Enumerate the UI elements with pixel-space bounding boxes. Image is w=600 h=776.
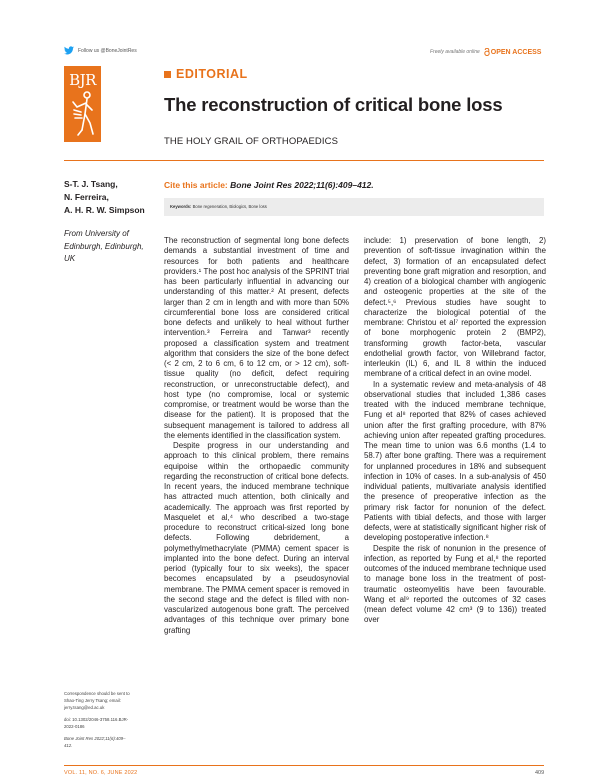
citation-label: Cite this article: [164,180,228,190]
open-access-notice [430,48,541,56]
doi-line[interactable]: doi: 10.1302/2046-3758.116.BJR- [64,717,129,722]
footer-volume: VOL. 11, NO. 6, JUNE 2022 [64,770,138,776]
affiliation-line: From University of [64,229,129,238]
footer-divider [64,765,544,766]
journal-reference [64,735,156,749]
correspondence-email[interactable]: jerry.tsang@ed.ac.uk [64,705,105,710]
journal-logo [64,66,101,142]
open-lock-icon [484,48,490,56]
keywords [170,204,267,209]
journal-reference-line: Bone Joint Res 2022;11(6):409– [64,736,126,741]
doi [64,716,156,730]
body-column-left [164,236,349,636]
journal-reference-line: 412. [64,743,73,748]
body-column-right [364,236,546,626]
header-divider [64,160,544,161]
keywords-label: Keywords: [170,204,192,209]
article-subtitle: THE HOLY GRAIL OF ORTHOPAEDICS [164,136,339,147]
body-paragraph: Despite progress in our understanding and approach to this clinical problem, there remains equipoise within the orthopaedic community regarding the reconstruction of critical bone defects. In recent years, the induced membrane technique has attracted much attention, both clinically and academically. The approach was first reported by Masquelet et al,⁴ who described a two-stage procedure to reconstruct critical-sized long bone defects. Following debridement, a polymethylmethacrylate (PMMA) cement spacer is implanted into the bone defect. During an interval period (typically four to six weeks), the spacer becomes encapsulated by a pseudosynovial membrane. The PMMA cement spacer is removed in the second stage and the defect is filled with non-vascularized autogenous bone graft. The perceived advantages of this technique over primary bone grafting [164,441,349,635]
twitter-text: Follow us @BoneJointRes [78,47,137,54]
twitter-follow[interactable] [64,46,137,55]
author-list [64,178,145,217]
twitter-bird-icon [64,46,74,55]
affiliation-line: Edinburgh, Edinburgh, [64,241,144,251]
section-square-icon [164,71,171,78]
affiliation [64,228,159,266]
author-name: N. Ferreira, [64,192,109,202]
keywords-box [164,198,544,216]
open-access-label: OPEN ACCESS [490,48,542,56]
correspondence [64,690,156,711]
doi-line[interactable]: 2022-0186 [64,724,85,729]
citation-text: Bone Joint Res 2022;11(6):409–412. [230,180,374,190]
author-name: S-T. J. Tsang, [64,179,118,189]
open-access-logo [484,48,542,56]
article-title: The reconstruction of critical bone loss [164,94,503,115]
body-paragraph: The reconstruction of segmental long bone defects demands a substantial investment of time and resources for both patients and healthcare providers.¹ The post hoc analysis of the SPRINT trial has been particularly influential in advancing our understanding of this matter.² At present, defects larger than 2 cm in length and with more than 50% circumferential bone loss are considered critical bone defects and unlikely to heal without further intervention.³ Ferreira and Tanwar³ recently proposed a classification system and treatment algorithm that considers the size of the bone defect (< 2 cm, 2 to 6 cm, 6 to 12 cm, or > 12 cm), soft-tissue quality (no deficit, defect requiring reconstruction, or unreconstructable defect), and host type (no compromise, local or systemic compromise, or treatment would be worse than the disease for the patient). It is proposed that the subsequent management is tailored to address all the elements identified in the classification system. [164,236,349,440]
journal-logo-text: BJR [69,71,96,89]
body-paragraph: include: 1) preservation of bone length, 2) prevention of soft-tissue invagination within the defect, 3) formation of an encapsulated defect preventing bone graft migration and resorption, and 4) creation of a biological chamber with angiogenic and osteogenic properties at the site of the defect.⁵,⁶ Previous studies have sought to characterize the biological potential of the membrane: Christou et al⁷ reported the expression of bone morphogenic protein 2 (BMP2), transforming growth factor-beta, vascular endothelial growth factor, von Willebrand factor, interleukin (IL) 6, and IL 8 within the induced membrane of a critical defect in an ovine model. [364,236,546,379]
skeleton-figure-icon [68,90,97,138]
author-name: A. H. R. W. Simpson [64,205,145,215]
page-number: 409 [535,770,545,776]
body-paragraph: In a systematic review and meta-analysis of 48 observational studies that included 1,386 cases treated with the induced membrane technique, Fung et al⁸ reported that 82% of cases achieved union after the first grafting procedure, with 87% achieving union after repeated grafting procedures. The mean time to union was 6.6 months (1.4 to 58.7) after bone grafting. There was a requirement for unplanned procedures in 18% and subsequent infection in 10% of cases. In a sub-analysis of 450 individual patients, multivariate analysis identified the presence of preoperative infection as the primary risk factor for nonunion of the defect. Patients with tibial defects, and those with larger defects, were at statistically significant higher risk of developing postoperative infection.⁸ [364,379,546,543]
section-label-text: EDITORIAL [176,67,248,81]
section-label [164,67,248,81]
affiliation-line: UK [64,254,76,263]
correspondence-line: Correspondence should be sent to [64,691,130,696]
body-paragraph: Despite the risk of nonunion in the presence of infection, as reported by Fung et al,⁸ the reported outcomes of the induced membrane technique used to manage bone loss in the treatment of post-traumatic osteomyelitis have been favourable. Wang et al⁹ reported the outcomes of 32 cases (mean defect volume 42 cm³ (9 to 136)) treated over [364,543,546,625]
correspondence-line: Shao-Ting Jerry Tsang; email: [64,698,121,703]
freely-available-text: Freely available online [430,49,480,55]
keywords-text: Bone regeneration, Biologics, Bone loss [192,204,267,209]
citation [164,180,374,190]
